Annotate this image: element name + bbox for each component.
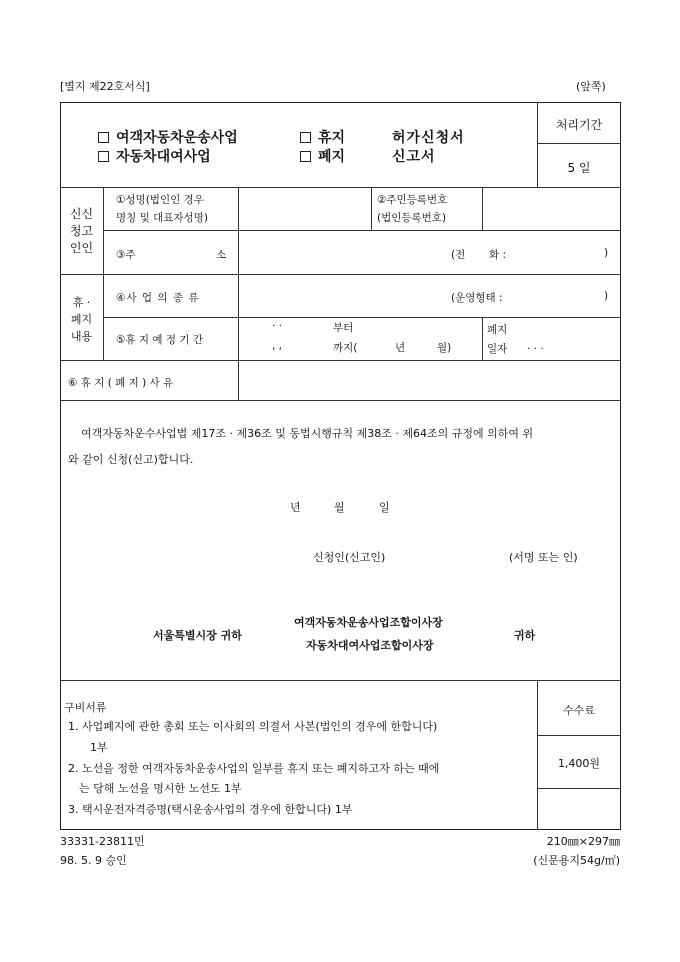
title-report: 신고서 (392, 149, 436, 165)
period-year-label: 년 (395, 342, 406, 354)
title-permit: 허가신청서 (392, 130, 465, 146)
closure-date-field[interactable]: . . . (527, 340, 544, 352)
option-passenger-transport[interactable]: 여객자동차운송사업 (98, 127, 238, 147)
statement-line-1: 여객자동차운수사업법 제17조 · 제36조 및 동법시행규칙 제38조 · 제64조의 규정에 의하여 위 (81, 427, 534, 440)
name-field[interactable] (240, 189, 369, 229)
operation-type-field[interactable] (525, 283, 600, 307)
required-doc-2: 2. 노선을 정한 여객자동차운송사업의 일부를 휴지 또는 폐지하고자 하는 때에 (68, 762, 440, 775)
required-doc-1b: 1부 (90, 741, 108, 754)
phone-field[interactable] (520, 240, 600, 264)
recipient-union-1: 여객자동차운송사업조합이사장 (294, 616, 443, 629)
paper-type: (신문용지54g/㎡) (533, 854, 620, 867)
recipient-honorific: 귀하 (514, 629, 536, 642)
date-day: 일 (379, 501, 390, 514)
required-docs-title: 구비서류 (64, 701, 107, 714)
form-label: [별지 제22호서식] (60, 80, 150, 93)
option-close[interactable]: 폐지 (300, 146, 345, 166)
date-month: 월 (334, 501, 345, 514)
reason-field[interactable] (240, 362, 620, 399)
business-type-field[interactable] (240, 276, 440, 316)
closure-section-label: 휴 · 폐지 내용 (70, 296, 93, 343)
operation-type-close: ) (604, 290, 609, 302)
address-label: ③주 (116, 249, 136, 261)
fee-label: 수수료 (563, 704, 595, 717)
to-date-field[interactable]: , , (272, 340, 283, 352)
page-side-label: (앞쪽) (576, 80, 606, 93)
rest-period-label: ⑤휴 지 예 정 기 간 (116, 334, 203, 346)
period-month-label: 월) (437, 342, 452, 354)
from-date-field[interactable]: · · (272, 320, 283, 332)
phone-label-2: 화 : (489, 249, 507, 261)
statement-line-2: 와 같이 신청(신고)합니다. (68, 453, 194, 466)
approval-date: 98. 5. 9 승인 (60, 854, 127, 867)
to-label: 까지( (333, 342, 358, 354)
applicant-section-label: 신신 청고 인인 (69, 207, 94, 255)
required-doc-1: 1. 사업폐지에 관한 총회 또는 이사회의 의결서 사본(법인의 경우에 한합니다) (68, 720, 438, 733)
recipient-mayor: 서울특별시장 귀하 (153, 629, 242, 642)
form-code: 33331-23811민 (60, 835, 145, 848)
phone-label: (전 (451, 249, 466, 261)
name-label: ①성명(법인인 경우 명칭 및 대표자성명) (116, 194, 208, 224)
id-number-field[interactable] (484, 189, 620, 229)
signature-field[interactable]: (서명 또는 인) (509, 551, 578, 564)
from-label: 부터 (333, 322, 354, 334)
processing-period-label: 처리기간 (555, 118, 603, 132)
processing-period-value: 5 일 (567, 161, 591, 175)
applicant-signer-label: 신청인(신고인) (313, 551, 386, 564)
checkbox-close[interactable] (300, 151, 311, 162)
option-rest[interactable]: 휴지 (300, 127, 345, 147)
address-field[interactable] (240, 232, 440, 272)
checkbox-rest[interactable] (300, 132, 311, 143)
paper-size: 210㎜×297㎜ (546, 835, 620, 848)
required-doc-3: 3. 택시운전자격증명(택시운송사업의 경우에 한합니다) 1부 (68, 803, 353, 816)
required-doc-2b: 는 당해 노선을 명시한 노선도 1부 (79, 782, 242, 795)
recipient-union-2: 자동차대여사업조합이사장 (306, 639, 434, 652)
closure-date-label: 폐지 일자 (487, 324, 508, 355)
checkbox-car-rental[interactable] (98, 151, 109, 162)
phone-close: ) (604, 247, 609, 259)
reason-label: ⑥ 휴 지 ( 폐 지 ) 사 유 (68, 377, 174, 389)
address-label-2: 소 (216, 249, 227, 261)
date-year: 년 (290, 501, 301, 514)
id-number-label: ②주민등록번호 (법인등록번호) (377, 194, 448, 224)
checkbox-passenger-transport[interactable] (98, 132, 109, 143)
fee-amount: 1,400원 (557, 757, 601, 770)
operation-type-label: (운영형태 : (451, 292, 503, 304)
option-car-rental[interactable]: 자동차대여사업 (98, 146, 211, 166)
business-type-label: ④사 업 의 종 류 (116, 292, 200, 304)
